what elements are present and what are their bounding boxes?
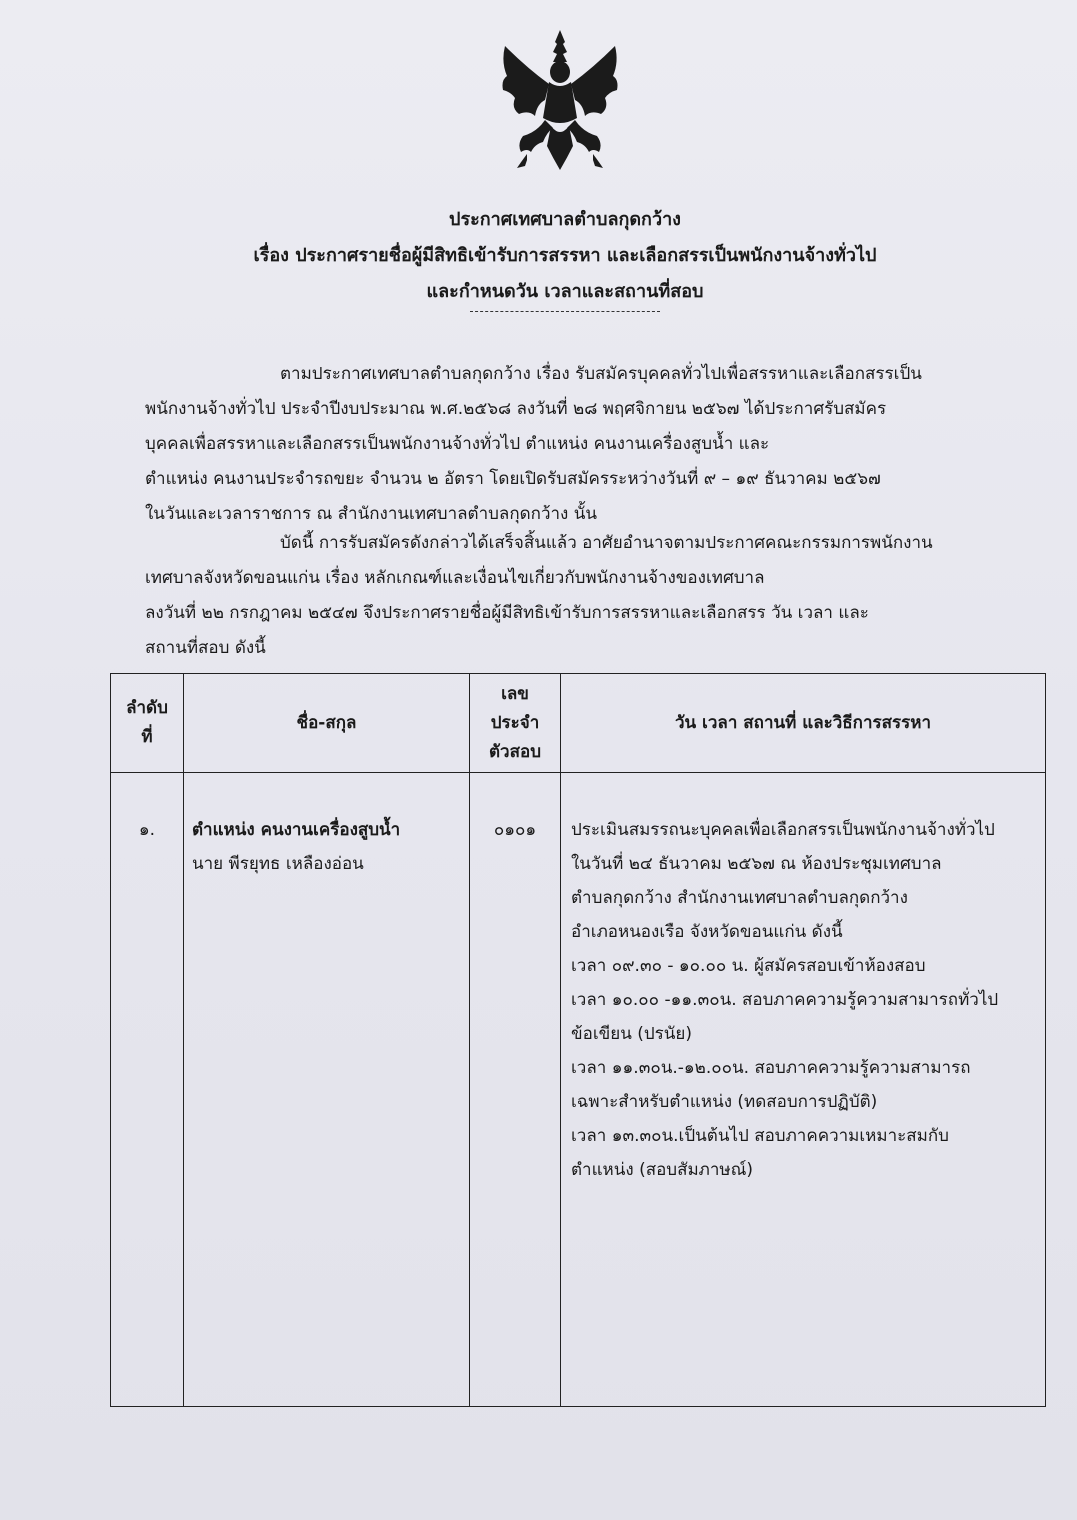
paragraph-line: สถานที่สอบ ดังนี้: [145, 638, 266, 658]
paragraph-line: ตามประกาศเทศบาลตำบลกุดกว้าง เรื่อง รับสมัครบุคคลทั่วไปเพื่อสรรหาและเลือกสรรเป็น: [280, 364, 922, 384]
paragraph-line: บุคคลเพื่อสรรหาและเลือกสรรเป็นพนักงานจ้างทั่วไป ตำแหน่ง คนงานเครื่องสูบน้ำ และ: [145, 434, 770, 454]
paragraph-line: เทศบาลจังหวัดขอนแก่น เรื่อง หลักเกณฑ์และเงื่อนไขเกี่ยวกับพนักงานจ้างของเทศบาล: [145, 568, 765, 588]
header-name: ชื่อ-สกุล: [184, 674, 470, 773]
candidate-schedule-table: [110, 673, 1046, 1407]
exam-number: ๐๑๐๑: [470, 773, 561, 1407]
schedule-details: [561, 773, 1046, 1407]
table-header-row: [111, 674, 1046, 773]
candidate-cell: [184, 773, 470, 1407]
detail-line: ข้อเขียน (ปรนัย): [571, 1024, 693, 1044]
detail-line: ตำแหน่ง (สอบสัมภาษณ์): [571, 1160, 754, 1180]
detail-line: อำเภอหนองเรือ จังหวัดขอนแก่น ดังนี้: [571, 922, 843, 942]
paragraph-line: ตำแหน่ง คนงานประจำรถขยะ จำนวน ๒ อัตรา โดยเปิดรับสมัครระหว่างวันที่ ๙ – ๑๙ ธันวาคม ๒๕๖๗: [145, 469, 881, 489]
subject-line-2: และกำหนดวัน เวลาและสถานที่สอบ: [426, 281, 704, 302]
paragraph-announcement: [145, 526, 990, 666]
paragraph-line: พนักงานจ้างทั่วไป ประจำปีงบประมาณ พ.ศ.๒๕๖๘ ลงวันที่ ๒๘ พฤศจิกายน ๒๕๖๗ ได้ประกาศรับสมัคร: [145, 399, 887, 419]
detail-line: เฉพาะสำหรับตำแหน่ง (ทดสอบการปฏิบัติ): [571, 1092, 878, 1112]
subject-line: เรื่อง ประกาศรายชื่อผู้มีสิทธิเข้ารับการสรรหา และเลือกสรรเป็นพนักงานจ้างทั่วไป: [253, 245, 877, 266]
candidate-name: นาย พีรยุทธ เหลืองอ่อน: [192, 854, 364, 874]
header-exam-number-label-2: ประจำ: [490, 712, 540, 733]
table-row: [111, 773, 1046, 1407]
position-title: ตำแหน่ง คนงานเครื่องสูบน้ำ: [192, 820, 401, 840]
garuda-emblem-icon: [497, 28, 623, 174]
paragraph-intro: [145, 357, 990, 532]
header-schedule: วัน เวลา สถานที่ และวิธีการสรรหา: [561, 674, 1046, 773]
header-exam-number: [470, 674, 561, 773]
paragraph-line: ในวันและเวลาราชการ ณ สำนักงานเทศบาลตำบลกุดกว้าง นั้น: [145, 504, 598, 524]
detail-line: เวลา ๑๐.๐๐ -๑๑.๓๐น. สอบภาคความรู้ความสามารถทั่วไป: [571, 990, 999, 1010]
header-exam-number-label: เลข: [501, 683, 529, 704]
paragraph-line: ลงวันที่ ๒๒ กรกฎาคม ๒๕๔๗ จึงประกาศรายชื่อผู้มีสิทธิเข้ารับการสรรหาและเลือกสรร วัน เวลา และ: [145, 603, 869, 623]
detail-line: เวลา ๑๓.๓๐น.เป็นต้นไป สอบภาคความเหมาะสมกับ: [571, 1126, 949, 1146]
detail-line: เวลา ๐๙.๓๐ - ๑๐.๐๐ น. ผู้สมัครสอบเข้าห้องสอบ: [571, 956, 926, 976]
row-number: ๑.: [111, 773, 184, 1407]
header-exam-number-label-3: ตัวสอบ: [489, 741, 541, 762]
announcement-header: [140, 202, 990, 310]
issuer-title: ประกาศเทศบาลตำบลกุดกว้าง: [449, 209, 681, 230]
detail-line: ในวันที่ ๒๔ ธันวาคม ๒๕๖๗ ณ ห้องประชุมเทศบาล: [571, 854, 942, 874]
header-order-label: ลำดับ: [126, 698, 168, 718]
detail-line: เวลา ๑๑.๓๐น.-๑๒.๐๐น. สอบภาคความรู้ความสามารถ: [571, 1058, 971, 1078]
header-divider: [470, 311, 660, 312]
detail-line: ประเมินสมรรถนะบุคคลเพื่อเลือกสรรเป็นพนักงานจ้างทั่วไป: [571, 820, 995, 840]
header-order: [111, 674, 184, 773]
detail-line: ตำบลกุดกว้าง สำนักงานเทศบาลตำบลกุดกว้าง: [571, 888, 908, 908]
paragraph-line: บัดนี้ การรับสมัครดังกล่าวได้เสร็จสิ้นแล้ว อาศัยอำนาจตามประกาศคณะกรรมการพนักงาน: [280, 533, 933, 553]
header-order-label-2: ที่: [141, 727, 153, 747]
